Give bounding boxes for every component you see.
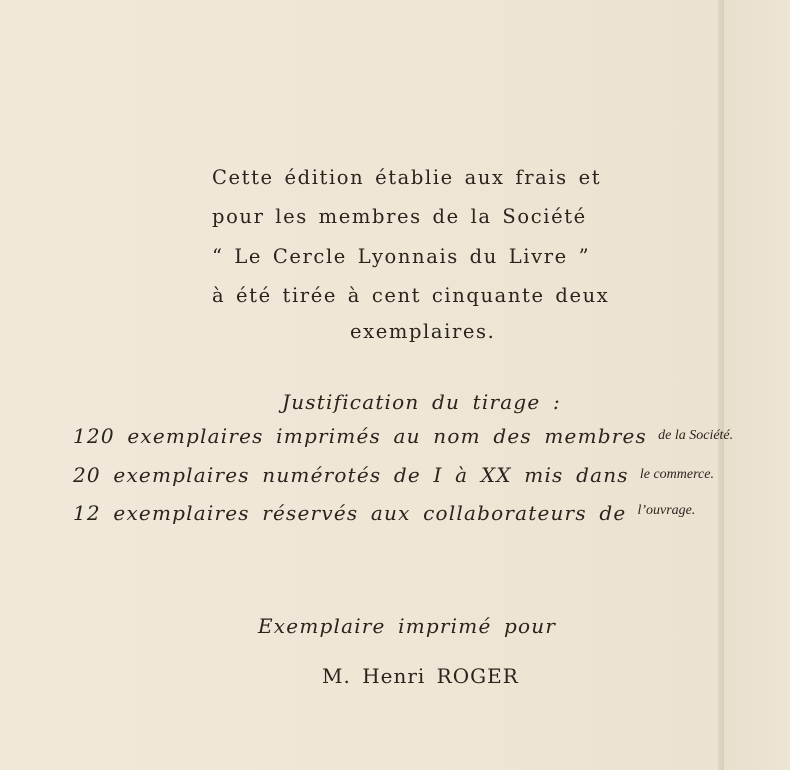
justification-row-1	[73, 424, 733, 448]
justification-row-3-end: l’ouvrage.	[637, 503, 696, 518]
edition-notice-line-4: à été tirée à cent cinquante deux	[212, 284, 610, 307]
edition-notice-line-1: Cette édition établie aux frais et	[212, 166, 602, 189]
justification-row-3	[73, 501, 695, 525]
edition-notice-line-3: “ Le Cercle Lyonnais du Livre ”	[212, 245, 591, 268]
owner-name: M. Henri ROGER	[322, 664, 519, 688]
justification-row-2	[73, 463, 714, 487]
justification-row-1-end: de la Société.	[658, 428, 734, 443]
adjacent-page	[724, 0, 790, 770]
justification-row-3-text: 12 exemplaires réservés aux collaborateurs de	[73, 501, 627, 525]
justification-heading: Justification du tirage :	[282, 390, 561, 414]
justification-row-2-text: 20 exemplaires numérotés de I à XX mis dans	[73, 463, 629, 487]
edition-notice-line-2: pour les membres de la Société	[212, 205, 587, 228]
justification-row-1-text: 120 exemplaires imprimés au nom des membres	[73, 424, 648, 448]
justification-row-2-end: le commerce.	[639, 467, 714, 482]
dedication-label: Exemplaire imprimé pour	[258, 614, 557, 638]
edition-notice-line-5: exemplaires.	[350, 320, 496, 343]
